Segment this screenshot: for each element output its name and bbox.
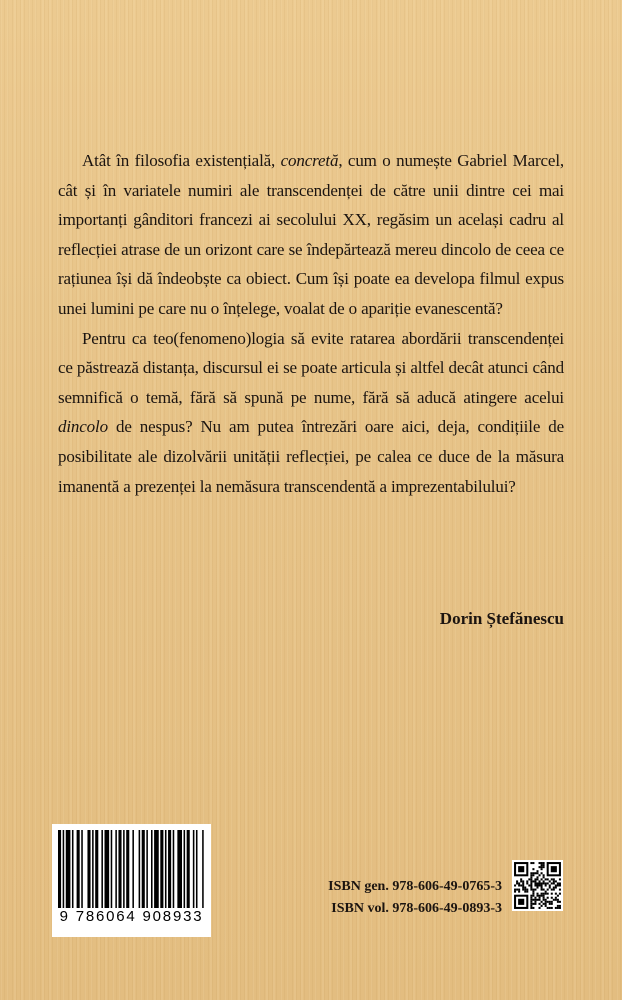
qr-module: [543, 880, 545, 882]
qr-module: [557, 882, 559, 884]
qr-module: [547, 907, 549, 909]
qr-module: [551, 878, 553, 880]
qr-module: [532, 868, 534, 870]
qr-module: [534, 889, 536, 891]
qr-module: [522, 884, 524, 886]
qr-module: [518, 891, 520, 893]
qr-module: [551, 901, 553, 903]
qr-code-pattern: [512, 860, 563, 911]
qr-module: [545, 884, 547, 886]
qr-module: [541, 872, 543, 874]
qr-module: [526, 889, 528, 891]
qr-module: [551, 897, 553, 899]
qr-module: [541, 882, 543, 884]
qr-module: [541, 862, 543, 864]
qr-module: [536, 872, 538, 874]
qr-module: [541, 868, 543, 870]
barcode-bar: [139, 830, 141, 908]
barcode-bar: [173, 830, 175, 908]
qr-module: [545, 903, 547, 905]
isbn-gen: ISBN gen. 978-606-49-0765-3: [328, 879, 502, 894]
barcode-bar: [154, 830, 159, 908]
qr-module: [526, 882, 528, 884]
qr-module: [522, 889, 524, 891]
qr-module: [541, 887, 543, 889]
barcode-bar: [81, 830, 83, 908]
qr-module: [536, 893, 538, 895]
qr-module: [539, 895, 541, 897]
qr-module: [539, 897, 541, 899]
qr-module: [543, 897, 545, 899]
qr-module: [530, 887, 532, 889]
qr-module: [528, 884, 530, 886]
qr-module: [559, 884, 561, 886]
barcode-bar: [146, 830, 148, 908]
qr-module: [547, 889, 549, 891]
qr-module: [530, 876, 532, 878]
qr-module: [530, 862, 532, 864]
qr-module: [528, 878, 530, 880]
barcode-bar: [66, 830, 71, 908]
qr-module: [559, 889, 561, 891]
qr-module: [559, 878, 561, 880]
paragraph-2-text-b: de nespus? Nu am putea întrezări oare aici, deja, condițiile de posibilitate ale dizolvării unității reflecției, pe calea ce duce de la măsura imanentă a prezenței la nemăsura transcendentă a imprezentabilului?: [58, 417, 564, 496]
qr-module: [541, 889, 543, 891]
qr-module: [536, 878, 538, 880]
qr-module: [541, 866, 543, 868]
qr-module: [539, 903, 541, 905]
qr-module: [530, 878, 532, 880]
qr-module: [541, 884, 543, 886]
barcode-bar: [142, 830, 145, 908]
qr-module: [534, 897, 536, 899]
qr-module: [549, 903, 551, 905]
qr-module: [539, 862, 541, 864]
qr-module: [530, 874, 532, 876]
qr-module: [522, 887, 524, 889]
qr-module: [536, 870, 538, 872]
qr-module: [532, 891, 534, 893]
qr-module: [543, 862, 545, 864]
qr-module: [549, 901, 551, 903]
qr-module: [555, 884, 557, 886]
qr-module: [543, 889, 545, 891]
qr-module: [549, 884, 551, 886]
qr-module: [543, 876, 545, 878]
qr-module: [536, 876, 538, 878]
qr-module: [532, 880, 534, 882]
qr-module: [559, 893, 561, 895]
barcode-digits: 9 786064 908933: [59, 908, 204, 925]
qr-module: [555, 893, 557, 895]
qr-module: [514, 884, 516, 886]
qr-module: [551, 889, 553, 891]
qr-module: [530, 884, 532, 886]
qr-module: [541, 895, 543, 897]
isbn-vol: ISBN vol. 978-606-49-0893-3: [331, 901, 502, 916]
qr-module: [518, 889, 520, 891]
qr-module: [524, 889, 526, 891]
qr-module: [559, 907, 561, 909]
qr-module: [526, 891, 528, 893]
qr-module: [557, 905, 559, 907]
qr-module: [522, 880, 524, 882]
qr-module: [532, 903, 534, 905]
qr-module: [543, 895, 545, 897]
qr-module: [520, 878, 522, 880]
qr-module: [532, 872, 534, 874]
barcode-bar: [87, 830, 90, 908]
qr-module: [553, 889, 555, 891]
qr-module: [532, 907, 534, 909]
qr-module: [549, 880, 551, 882]
qr-module: [551, 882, 553, 884]
qr-module: [549, 907, 551, 909]
author-name: Dorin Ștefănescu: [439, 609, 564, 628]
qr-module: [539, 880, 541, 882]
barcode-bar: [72, 830, 74, 908]
qr-module: [532, 899, 534, 901]
qr-module: [555, 897, 557, 899]
barcode-bar: [77, 830, 80, 908]
qr-module: [524, 891, 526, 893]
qr-module: [541, 864, 543, 866]
qr-module: [534, 878, 536, 880]
qr-module: [534, 872, 536, 874]
barcode-bar: [111, 830, 113, 908]
qr-module: [541, 878, 543, 880]
qr-module: [559, 901, 561, 903]
qr-module: [545, 882, 547, 884]
barcode-bar: [126, 830, 129, 908]
qr-module: [530, 895, 532, 897]
qr-module: [516, 882, 518, 884]
qr-module: [534, 882, 536, 884]
qr-module: [534, 903, 536, 905]
qr-module: [541, 901, 543, 903]
qr-module: [547, 878, 549, 880]
barcode-bar: [187, 830, 190, 908]
qr-finder-center: [551, 866, 557, 872]
qr-module: [545, 901, 547, 903]
barcode-bar: [63, 830, 65, 908]
qr-module: [536, 884, 538, 886]
qr-module: [539, 882, 541, 884]
qr-module: [557, 895, 559, 897]
qr-module: [532, 895, 534, 897]
qr-module: [534, 901, 536, 903]
qr-module: [553, 887, 555, 889]
qr-module: [532, 874, 534, 876]
qr-module: [551, 893, 553, 895]
qr-module: [553, 882, 555, 884]
barcode-bar: [160, 830, 163, 908]
qr-module: [526, 880, 528, 882]
qr-module: [541, 893, 543, 895]
qr-module: [530, 897, 532, 899]
qr-module: [514, 891, 516, 893]
qr-module: [543, 864, 545, 866]
barcode-bar: [168, 830, 171, 908]
barcode-bar: [193, 830, 195, 908]
qr-module: [539, 874, 541, 876]
paragraph-1-text-b: , cum o numește Gabriel Marcel, cât și în variatele numiri ale transcendenței de către unii dintre cei mai importanți gânditori francezi ai secolului XX, regăsim un același cadru al reflecției atrase de un orizont care se îndepărtează mereu dincolo de ceea ce rațiunea își dă îndeobște ca obiect. Cum își poate ea developa filmul expus unei lumini pe care nu o înțelege, voalat de o apariție evanescentă?: [58, 151, 564, 318]
qr-module: [530, 889, 532, 891]
barcode-bar: [202, 830, 204, 908]
qr-module: [532, 893, 534, 895]
qr-module: [539, 884, 541, 886]
qr-module: [524, 887, 526, 889]
paragraph-2: [58, 324, 564, 502]
qr-module: [553, 899, 555, 901]
barcode-bar: [101, 830, 103, 908]
barcode-bar: [95, 830, 98, 908]
qr-module: [539, 907, 541, 909]
qr-module: [555, 880, 557, 882]
barcode-bar: [196, 830, 198, 908]
qr-module: [547, 882, 549, 884]
qr-module: [518, 882, 520, 884]
barcode-bar: [105, 830, 110, 908]
paragraph-1: [58, 146, 564, 324]
qr-module: [549, 887, 551, 889]
qr-module: [543, 874, 545, 876]
isbn-block: [292, 876, 502, 920]
qr-finder-center: [518, 899, 524, 905]
qr-module: [530, 903, 532, 905]
qr-module: [530, 872, 532, 874]
barcode-bar: [184, 830, 186, 908]
qr-module: [520, 884, 522, 886]
qr-module: [547, 901, 549, 903]
qr-module: [530, 899, 532, 901]
paragraph-2-text-a: Pentru ca teo(fenomeno)logia să evite ratarea abordării transcendenței ce păstrează distanța, discursul ei se poate articula și altfel decât atunci când semnifică o temă, fără să spună pe nume, fără să aducă atingere acelui: [58, 328, 564, 407]
qr-module: [543, 899, 545, 901]
qr-module: [530, 880, 532, 882]
qr-module: [543, 882, 545, 884]
qr-module: [547, 893, 549, 895]
qr-module: [518, 884, 520, 886]
qr-module: [539, 899, 541, 901]
qr-module: [516, 889, 518, 891]
barcode: [52, 824, 211, 937]
qr-module: [532, 862, 534, 864]
qr-module: [557, 899, 559, 901]
qr-module: [545, 891, 547, 893]
qr-module: [534, 884, 536, 886]
qr-module: [534, 880, 536, 882]
qr-module: [557, 907, 559, 909]
qr-module: [536, 899, 538, 901]
qr-module: [545, 878, 547, 880]
qr-module: [545, 905, 547, 907]
qr-module: [543, 903, 545, 905]
qr-module: [557, 884, 559, 886]
qr-module: [536, 882, 538, 884]
qr-module: [541, 905, 543, 907]
qr-module: [559, 882, 561, 884]
qr-module: [520, 880, 522, 882]
paragraph-1-text-a: Atât în filosofia existențială,: [82, 151, 281, 170]
qr-module: [555, 887, 557, 889]
barcode-bar: [123, 830, 125, 908]
qr-module: [534, 899, 536, 901]
qr-module: [555, 907, 557, 909]
barcode-bar: [58, 830, 61, 908]
qr-module: [530, 905, 532, 907]
qr-module: [553, 878, 555, 880]
qr-module: [543, 893, 545, 895]
qr-module: [516, 880, 518, 882]
qr-module: [536, 895, 538, 897]
qr-module: [539, 866, 541, 868]
barcode-bar: [118, 830, 121, 908]
barcode-bar: [92, 830, 94, 908]
barcode-bar: [115, 830, 117, 908]
qr-module: [557, 901, 559, 903]
barcode-bars: [52, 824, 211, 908]
qr-module: [555, 899, 557, 901]
qr-code-icon: [512, 860, 563, 911]
paragraph-2-italic: dincolo: [58, 417, 108, 437]
qr-module: [553, 880, 555, 882]
qr-module: [514, 889, 516, 891]
qr-module: [530, 882, 532, 884]
barcode-bar: [132, 830, 134, 908]
qr-module: [545, 899, 547, 901]
qr-module: [547, 897, 549, 899]
barcode-bar: [177, 830, 182, 908]
qr-module: [532, 889, 534, 891]
barcode-bar: [165, 830, 167, 908]
qr-module: [530, 901, 532, 903]
qr-module: [543, 866, 545, 868]
barcode-bar: [151, 830, 153, 908]
qr-module: [545, 893, 547, 895]
qr-module: [551, 903, 553, 905]
qr-module: [559, 905, 561, 907]
qr-module: [522, 882, 524, 884]
paragraph-1-italic: concretă: [280, 151, 339, 170]
qr-module: [536, 887, 538, 889]
qr-finder-center: [518, 866, 524, 872]
qr-module: [551, 907, 553, 909]
back-cover-text: [58, 146, 564, 501]
qr-module: [530, 907, 532, 909]
